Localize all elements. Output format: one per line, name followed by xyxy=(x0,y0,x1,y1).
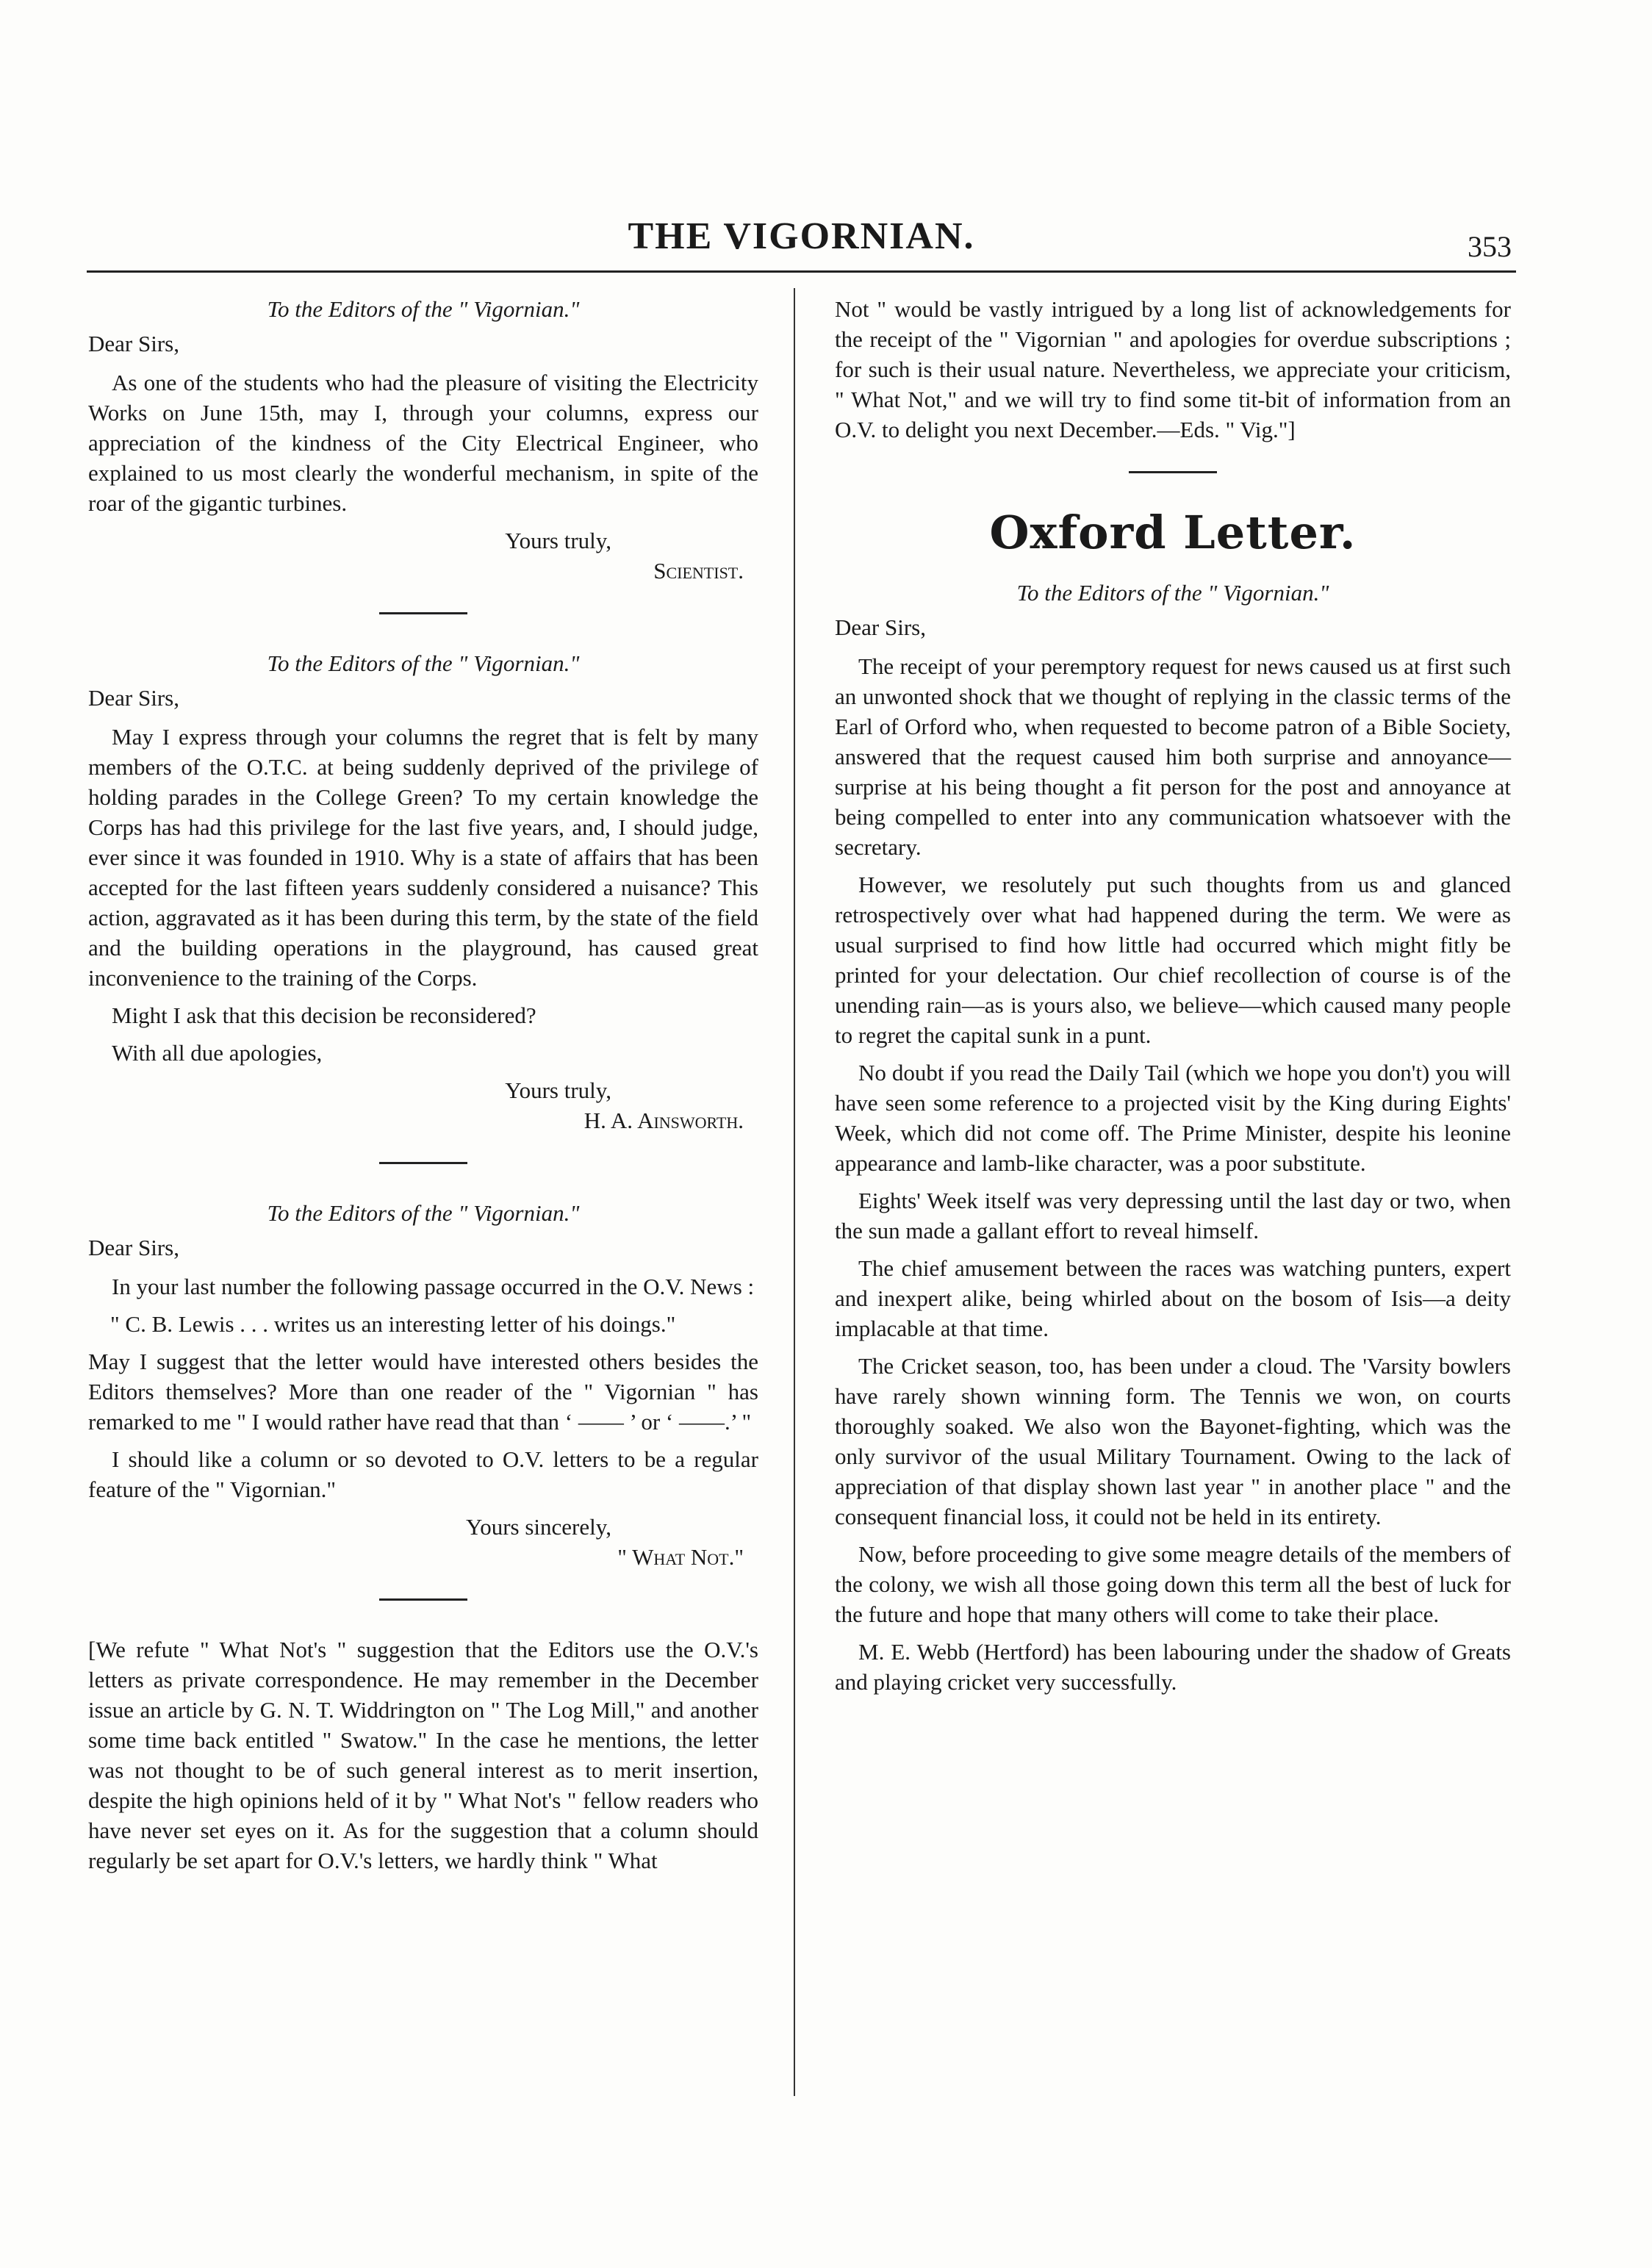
oxford-paragraph: M. E. Webb (Hertford) has been labouring under the shadow of Greats and playing cricket very successfully. xyxy=(835,1639,1511,1695)
letter2-body: May I express through your columns the regret that is felt by many members of the O.T.C. at being suddenly deprived of the privilege of holding parades in the College Green? To my certain knowledge the Corps has had this privilege for the last five years, and, I should judge, ever since it was founded in 1910. Why is a state of affairs that has been accepted for the last fifteen years suddenly considered a nuisance? This action, aggravated as it has been during this term, by the state of the field and the building operations in the playground, has caused great inconvenience to the training of the Corps. xyxy=(88,724,758,991)
letter2-body2: Might I ask that this decision be reconsidered? xyxy=(112,1002,536,1028)
oxford-paragraph: The Cricket season, too, has been under a cloud. The 'Varsity bowlers have rarely shown winning form. The Tennis we won, on courts thoroughly soaked. We also won the Bayonet-fighting, which was the only survivor of the usual Military Tournament. Owing to the lack of appreciation of that display shown last year " in another place " and the consequent financial loss, it could not be held in its entirety. xyxy=(835,1353,1511,1529)
letter3-body: In your last number the following passage occurred in the O.V. News : xyxy=(112,1274,755,1299)
letter3-salutation: Dear Sirs, xyxy=(88,1235,179,1260)
section-rule xyxy=(379,1162,467,1164)
left-column xyxy=(88,294,758,1883)
letter1-body: As one of the students who had the pleasure of visiting the Electricity Works on June 15th, may I, through your columns, express our appreciation of the kindness of the City Electrical Engineer, who explained to us most clearly the wonderful mechanism, in spite of the roar of the gigantic turbines. xyxy=(88,370,758,516)
oxford-letter-heading: Oxford Letter. xyxy=(989,506,1357,559)
oxford-paragraph: Now, before proceeding to give some meagre details of the members of the colony, we wish all those going down this term all the best of luck for the future and hope that many others will come to take their place. xyxy=(835,1541,1511,1627)
oxford-salutation: Dear Sirs, xyxy=(835,614,926,640)
letter1-to-line: To the Editors of the " Vigornian." xyxy=(267,296,580,322)
letter2-body3: With all due apologies, xyxy=(112,1040,323,1066)
editors-reply: [We refute " What Not's " suggestion that the Editors use the O.V.'s letters as private correspondence. He may remember in the December issue an article by G. N. T. Widdrington on " The Log Mill," and another some time back entitled " Swatow." In the case he mentions, the letter was not thought to be of such general interest as to merit insertion, despite the high opinions held of it by " What Not's " fellow readers who have never set eyes on it. As for the suggestion that a column should regularly be set apart for O.V.'s letters, we hardly think " What xyxy=(88,1637,758,1873)
letter3-quote: " C. B. Lewis . . . writes us an interesting letter of his doings." xyxy=(110,1311,676,1337)
letter3-body2: May I suggest that the letter would have interested others besides the Editors themselves? More than one reader of the " Vigornian " has remarked to me " I would rather have read that than ‘ —— ’ or ‘ ——.’ " xyxy=(88,1349,758,1435)
oxford-paragraph: No doubt if you read the Daily Tail (which we hope you don't) you will have seen some reference to a projected visit by the King during Eights' Week, which did not come off. The Prime Minister, despite his leonine appearance and lamb-like character, was a poor substitute. xyxy=(835,1060,1511,1176)
page-header xyxy=(87,215,1516,273)
letter1-signature: Scientist. xyxy=(653,558,744,584)
editors-reply-continued: Not " would be vastly intrigued by a long list of acknowledgements for the receipt of the " Vigornian " and apologies for overdue subscriptions ; for such is their usual nature. Nevertheless, we appreciate your criticism, " What Not," and we will try to find some tit-bit of information from an O.V. to delight you next December.—Eds. " Vig."] xyxy=(835,296,1511,442)
letter2-to-line: To the Editors of the " Vigornian." xyxy=(267,650,580,676)
oxford-paragraph: The chief amusement between the races was watching punters, expert and inexpert alike, being whirled about on the bosom of Isis—a deity implacable at that time. xyxy=(835,1255,1511,1341)
oxford-to-line: To the Editors of the " Vigornian." xyxy=(1016,580,1329,606)
letter3-signature: " What Not." xyxy=(617,1544,744,1570)
oxford-paragraph: Eights' Week itself was very depressing until the last day or two, when the sun made a gallant effort to reveal himself. xyxy=(835,1188,1511,1244)
journal-title: THE VIGORNIAN. xyxy=(628,215,975,257)
letter1-closing: Yours truly, xyxy=(505,528,611,553)
letter2-closing: Yours truly, xyxy=(505,1077,611,1103)
letter2-salutation: Dear Sirs, xyxy=(88,685,179,711)
letter1-salutation: Dear Sirs, xyxy=(88,331,179,356)
oxford-paragraph: The receipt of your peremptory request for news caused us at first such an unwonted shock that we thought of replying in the classic terms of the Earl of Orford who, when requested to become patron of a Bible Society, answered that the request caused him both surprise and annoyance—surprise at his being thought a fit person for the post and annoyance at being compelled to enter into any communication whatsoever with the secretary. xyxy=(835,653,1511,860)
oxford-paragraph: However, we resolutely put such thoughts from us and glanced retrospectively over what had happened during the term. We were as usual surprised to find how little had occurred which might fitly be printed for your delectation. Our chief recollection of course is of the unending rain—as is yours also, we believe—which caused many people to regret the capital sunk in a punt. xyxy=(835,872,1511,1048)
letter3-body3: I should like a column or so devoted to O.V. letters to be a regular feature of the " Vigornian." xyxy=(88,1446,758,1502)
section-rule xyxy=(379,1598,467,1601)
letter2-signature: H. A. Ainsworth. xyxy=(583,1108,744,1133)
section-rule xyxy=(1129,471,1217,473)
section-rule xyxy=(379,612,467,614)
page-number: 353 xyxy=(1468,230,1512,263)
column-divider xyxy=(794,288,795,2096)
right-column xyxy=(835,294,1511,1704)
letter3-closing: Yours sincerely, xyxy=(465,1514,611,1540)
letter3-to-line: To the Editors of the " Vigornian." xyxy=(267,1200,580,1226)
